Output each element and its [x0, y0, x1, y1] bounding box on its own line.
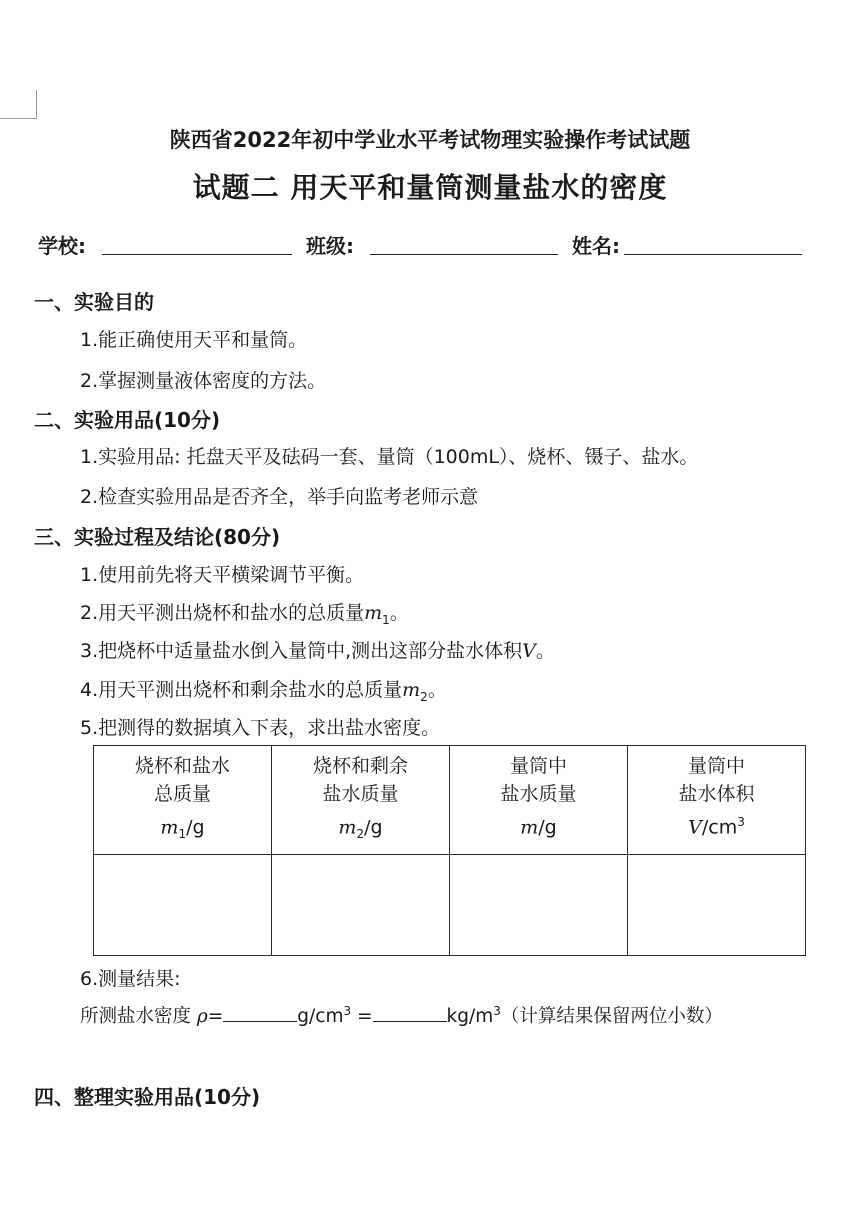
- name-label: 姓名:: [572, 234, 620, 258]
- table-header-cell: 烧杯和盐水 总质量 $m_1/g$: [94, 746, 272, 855]
- section-heading-cleanup: 四、整理实验用品(10分): [34, 1085, 261, 1109]
- student-info-row: [38, 228, 808, 260]
- table-header-cell: 量筒中 盐水体积 $V/cm^3$: [628, 746, 806, 855]
- name-blank[interactable]: [624, 254, 802, 255]
- page-corner-mark: [0, 90, 37, 119]
- table-input-cell[interactable]: [94, 855, 272, 956]
- density-gcm3-blank[interactable]: [223, 1021, 297, 1022]
- table-header-cell: 量筒中 盐水质量 m/g: [450, 746, 628, 855]
- class-blank[interactable]: [370, 254, 558, 255]
- school-blank[interactable]: [102, 254, 292, 255]
- objective-item: 2.掌握测量液体密度的方法。: [80, 370, 327, 392]
- table-header-cell: 烧杯和剩余 盐水质量 $m_2/g$: [272, 746, 450, 855]
- equipment-item: 1.实验用品: 托盘天平及砝码一套、量筒（100mL）、烧杯、镊子、盐水。: [80, 446, 699, 468]
- table-input-cell[interactable]: [628, 855, 806, 956]
- procedure-step-2: 2.用天平测出烧杯和盐水的总质量$m_1$。: [80, 602, 409, 627]
- density-kgm3-blank[interactable]: [373, 1021, 447, 1022]
- section-heading-equipment: 二、实验用品(10分): [34, 408, 221, 432]
- procedure-step-1: 1.使用前先将天平横梁调节平衡。: [80, 564, 365, 586]
- table-input-cell[interactable]: [450, 855, 628, 956]
- table-row: [94, 855, 806, 956]
- question-title: 试题二 用天平和量筒测量盐水的密度: [192, 171, 668, 204]
- school-label: 学校:: [38, 234, 86, 258]
- procedure-step-5: 5.把测得的数据填入下表，求出盐水密度。: [80, 717, 441, 739]
- section-heading-procedure: 三、实验过程及结论(80分): [34, 525, 281, 549]
- table-header-row: [94, 746, 806, 855]
- procedure-step-3: 3.把烧杯中适量盐水倒入量筒中,测出这部分盐水体积V。: [80, 640, 555, 662]
- procedure-step-4: 4.用天平测出烧杯和剩余盐水的总质量$m_2$。: [80, 679, 447, 704]
- exam-title: 陕西省2022年初中学业水平考试物理实验操作考试试题: [169, 128, 691, 152]
- class-label: 班级:: [306, 234, 354, 258]
- result-line: 所测盐水密度 $\rho= g/cm^3 = kg/m^3$（计算结果保留两位小数）: [80, 1003, 723, 1027]
- procedure-step-6: 6.测量结果:: [80, 968, 181, 990]
- equipment-item: 2.检查实验用品是否齐全，举手向监考老师示意: [80, 486, 479, 508]
- data-table: [93, 745, 806, 956]
- table-input-cell[interactable]: [272, 855, 450, 956]
- objective-item: 1.能正确使用天平和量筒。: [80, 329, 308, 351]
- section-heading-objective: 一、实验目的: [34, 290, 154, 314]
